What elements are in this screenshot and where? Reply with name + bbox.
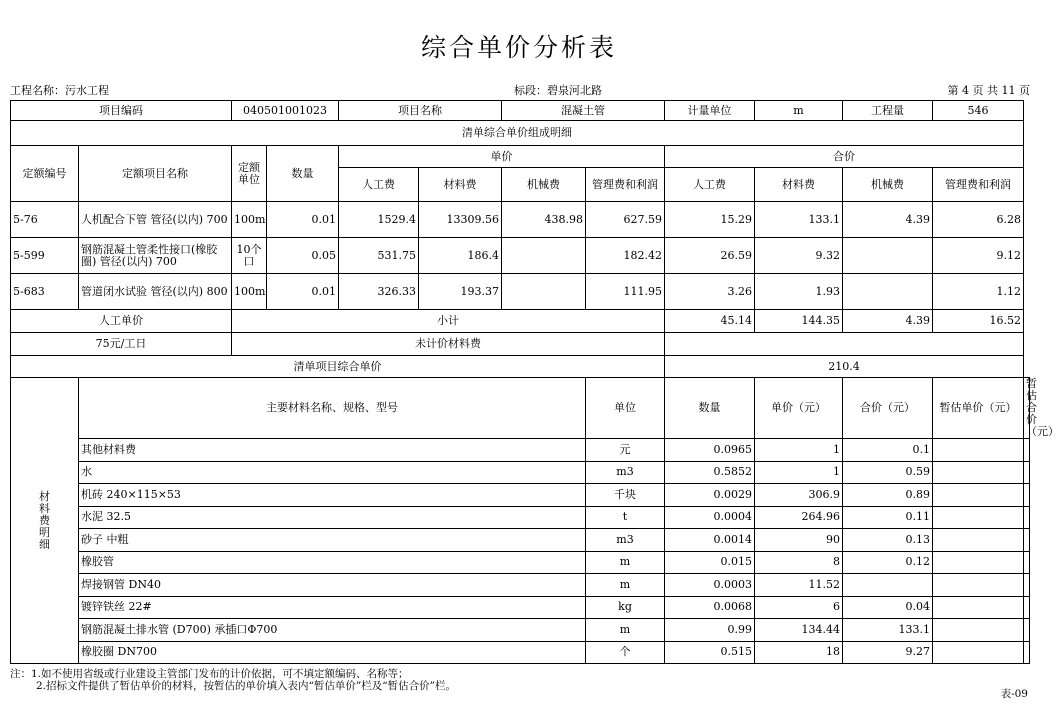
quota-name: 钢筋混凝土管柔性接口(橡胶圈) 管径(以内) 700 — [79, 238, 232, 274]
quota-name: 人机配合下管 管径(以内) 700 — [79, 202, 232, 238]
material-row — [11, 641, 1030, 664]
col-machine: 机械费 — [502, 168, 586, 202]
header-row — [11, 101, 1030, 121]
material-qty: 0.0029 — [665, 484, 755, 507]
quota-material: 193.37 — [419, 274, 502, 310]
unit-value: m — [755, 101, 843, 121]
note-2: 2.招标文件提供了暂估单价的材料，按暂估的单价填入表内“暂估单价”栏及“暂估合价”栏。 — [36, 680, 456, 692]
material-est-price — [933, 529, 1024, 552]
quota-t-labor: 26.59 — [665, 238, 755, 274]
quota-material: 186.4 — [419, 238, 502, 274]
material-unit: m — [586, 551, 665, 574]
quota-t-material: 9.32 — [755, 238, 843, 274]
col-t-mgmt: 管理费和利润 — [933, 168, 1024, 202]
material-row — [11, 596, 1030, 619]
code-label: 项目编码 — [11, 101, 232, 121]
section-name: 标段：碧泉河北路 — [514, 84, 602, 97]
quota-labor: 1529.4 — [339, 202, 419, 238]
material-est-total — [1024, 484, 1030, 507]
table-row — [11, 238, 1030, 274]
page-title: 综合单价分析表 — [420, 33, 617, 62]
material-price: 1 — [755, 439, 843, 462]
quota-t-machine: 4.39 — [843, 202, 933, 238]
quota-unit: 100m — [232, 202, 267, 238]
quota-mgmt: 182.42 — [586, 238, 665, 274]
material-total: 133.1 — [843, 619, 933, 642]
quota-t-material: 1.93 — [755, 274, 843, 310]
material-total: 0.13 — [843, 529, 933, 552]
material-price: 90 — [755, 529, 843, 552]
material-est-total — [1024, 439, 1030, 462]
material-qty: 0.515 — [665, 641, 755, 664]
material-est-price — [933, 596, 1024, 619]
name-label: 项目名称 — [339, 101, 502, 121]
quota-code: 5-683 — [11, 274, 79, 310]
material-est-price — [933, 506, 1024, 529]
material-est-price — [933, 641, 1024, 664]
material-est-total — [1024, 461, 1030, 484]
material-qty: 0.5852 — [665, 461, 755, 484]
material-price: 306.9 — [755, 484, 843, 507]
material-name: 机砖 240×115×53 — [79, 484, 586, 507]
labor-price-label: 人工单价 — [11, 310, 232, 333]
material-total: 0.59 — [843, 461, 933, 484]
material-total — [843, 574, 933, 597]
page-number: 第 4 页 共 11 页 — [947, 84, 1030, 97]
col-quantity: 数量 — [267, 146, 339, 202]
mat-col-name: 主要材料名称、规格、型号 — [79, 378, 586, 439]
quota-qty: 0.05 — [267, 238, 339, 274]
unit-total-row — [11, 356, 1030, 378]
material-total: 0.11 — [843, 506, 933, 529]
quota-qty: 0.01 — [267, 274, 339, 310]
project-name: 工程名称：污水工程 — [10, 84, 109, 97]
material-price: 6 — [755, 596, 843, 619]
group-header-row — [11, 146, 1030, 168]
material-est-total — [1024, 619, 1030, 642]
material-est-price — [933, 439, 1024, 462]
material-est-total — [1024, 596, 1030, 619]
col-total-price: 合价 — [665, 146, 1024, 168]
mat-col-total: 合价（元） — [843, 378, 933, 439]
material-est-total — [1024, 506, 1030, 529]
material-price: 11.52 — [755, 574, 843, 597]
material-total: 0.1 — [843, 439, 933, 462]
material-unit: 千块 — [586, 484, 665, 507]
quota-mgmt: 627.59 — [586, 202, 665, 238]
quota-t-mgmt: 9.12 — [933, 238, 1024, 274]
material-row — [11, 506, 1030, 529]
material-unit: t — [586, 506, 665, 529]
unpriced-label: 未计价材料费 — [232, 333, 665, 356]
col-t-machine: 机械费 — [843, 168, 933, 202]
subtotal-machine: 4.39 — [843, 310, 933, 333]
mat-col-qty: 数量 — [665, 378, 755, 439]
quota-t-material: 133.1 — [755, 202, 843, 238]
unpriced-value — [665, 333, 1024, 356]
material-total: 0.04 — [843, 596, 933, 619]
quota-t-mgmt: 6.28 — [933, 202, 1024, 238]
quota-machine — [502, 238, 586, 274]
quota-code: 5-599 — [11, 238, 79, 274]
material-est-total — [1024, 529, 1030, 552]
material-est-price — [933, 551, 1024, 574]
material-qty: 0.0965 — [665, 439, 755, 462]
subtotal-labor: 45.14 — [665, 310, 755, 333]
quota-t-labor: 3.26 — [665, 274, 755, 310]
material-row — [11, 529, 1030, 552]
mat-col-est-total: 暂估合价（元） — [1024, 378, 1030, 439]
materials-header-row — [11, 378, 1030, 439]
material-row — [11, 439, 1030, 462]
unit-total-label: 清单项目综合单价 — [11, 356, 665, 378]
material-name: 水 — [79, 461, 586, 484]
unit-price-table — [10, 100, 1059, 664]
material-unit: m3 — [586, 529, 665, 552]
material-unit: m3 — [586, 461, 665, 484]
material-name: 焊接钢管 DN40 — [79, 574, 586, 597]
col-quota-name: 定额项目名称 — [79, 146, 232, 202]
unpriced-row — [11, 333, 1030, 356]
col-t-material: 材料费 — [755, 168, 843, 202]
notes — [10, 668, 456, 692]
material-row — [11, 484, 1030, 507]
section-title-row — [11, 121, 1030, 146]
material-est-total — [1024, 551, 1030, 574]
material-row — [11, 574, 1030, 597]
materials-side-label: 材 料 费 明 细 — [11, 378, 79, 664]
note-1: 注：1.如不使用省级或行业建设主管部门发布的计价依据，可不填定额编码、名称等； — [10, 668, 409, 680]
table-row — [11, 274, 1030, 310]
quota-mgmt: 111.95 — [586, 274, 665, 310]
quota-labor: 531.75 — [339, 238, 419, 274]
material-name: 镀锌铁丝 22# — [79, 596, 586, 619]
table-row — [11, 202, 1030, 238]
quota-unit: 10个口 — [232, 238, 267, 274]
qty-label: 工程量 — [843, 101, 933, 121]
form-number: 表-09 — [1000, 688, 1028, 700]
material-unit: kg — [586, 596, 665, 619]
material-price: 1 — [755, 461, 843, 484]
material-qty: 0.99 — [665, 619, 755, 642]
labor-price-value: 75元/工日 — [11, 333, 232, 356]
material-total: 9.27 — [843, 641, 933, 664]
material-total: 0.89 — [843, 484, 933, 507]
quota-t-mgmt: 1.12 — [933, 274, 1024, 310]
material-name: 砂子 中粗 — [79, 529, 586, 552]
col-quota-unit: 定额单位 — [232, 146, 267, 202]
material-row — [11, 551, 1030, 574]
material-row — [11, 619, 1030, 642]
quota-labor: 326.33 — [339, 274, 419, 310]
col-quota-code: 定额编号 — [11, 146, 79, 202]
quota-machine — [502, 274, 586, 310]
quota-code: 5-76 — [11, 202, 79, 238]
material-name: 水泥 32.5 — [79, 506, 586, 529]
material-est-price — [933, 484, 1024, 507]
material-price: 134.44 — [755, 619, 843, 642]
qty-value: 546 — [933, 101, 1024, 121]
section-title: 清单综合单价组成明细 — [11, 121, 1024, 146]
quota-machine: 438.98 — [502, 202, 586, 238]
subtotal-row — [11, 310, 1030, 333]
quota-t-machine — [843, 238, 933, 274]
material-qty: 0.0003 — [665, 574, 755, 597]
material-row — [11, 461, 1030, 484]
material-total: 0.12 — [843, 551, 933, 574]
material-unit: 元 — [586, 439, 665, 462]
material-unit: 个 — [586, 641, 665, 664]
material-name: 橡胶圈 DN700 — [79, 641, 586, 664]
subtotal-label: 小计 — [232, 310, 665, 333]
unit-label: 计量单位 — [665, 101, 755, 121]
material-name: 其他材料费 — [79, 439, 586, 462]
material-qty: 0.0014 — [665, 529, 755, 552]
col-mgmt: 管理费和利润 — [586, 168, 665, 202]
material-price: 264.96 — [755, 506, 843, 529]
quota-name: 管道闭水试验 管径(以内) 800 — [79, 274, 232, 310]
subtotal-mgmt: 16.52 — [933, 310, 1024, 333]
material-price: 18 — [755, 641, 843, 664]
material-est-price — [933, 574, 1024, 597]
col-labor: 人工费 — [339, 168, 419, 202]
quota-t-machine — [843, 274, 933, 310]
unit-total-value: 210.4 — [665, 356, 1024, 378]
mat-col-price: 单价（元） — [755, 378, 843, 439]
material-est-price — [933, 619, 1024, 642]
material-est-total — [1024, 641, 1030, 664]
quota-material: 13309.56 — [419, 202, 502, 238]
quota-t-labor: 15.29 — [665, 202, 755, 238]
material-qty: 0.015 — [665, 551, 755, 574]
material-name: 橡胶管 — [79, 551, 586, 574]
material-name: 钢筋混凝土排水管 (D700) 承插口Φ700 — [79, 619, 586, 642]
code-value: 040501001023 — [232, 101, 339, 121]
material-est-price — [933, 461, 1024, 484]
material-unit: m — [586, 574, 665, 597]
subtotal-material: 144.35 — [755, 310, 843, 333]
col-t-labor: 人工费 — [665, 168, 755, 202]
material-est-total — [1024, 574, 1030, 597]
mat-col-unit: 单位 — [586, 378, 665, 439]
col-unit-price: 单价 — [339, 146, 665, 168]
quota-unit: 100m — [232, 274, 267, 310]
quota-qty: 0.01 — [267, 202, 339, 238]
material-price: 8 — [755, 551, 843, 574]
material-unit: m — [586, 619, 665, 642]
col-material: 材料费 — [419, 168, 502, 202]
material-qty: 0.0068 — [665, 596, 755, 619]
material-qty: 0.0004 — [665, 506, 755, 529]
mat-col-est-price: 暂估单价（元） — [933, 378, 1024, 439]
name-value: 混凝土管 — [502, 101, 665, 121]
